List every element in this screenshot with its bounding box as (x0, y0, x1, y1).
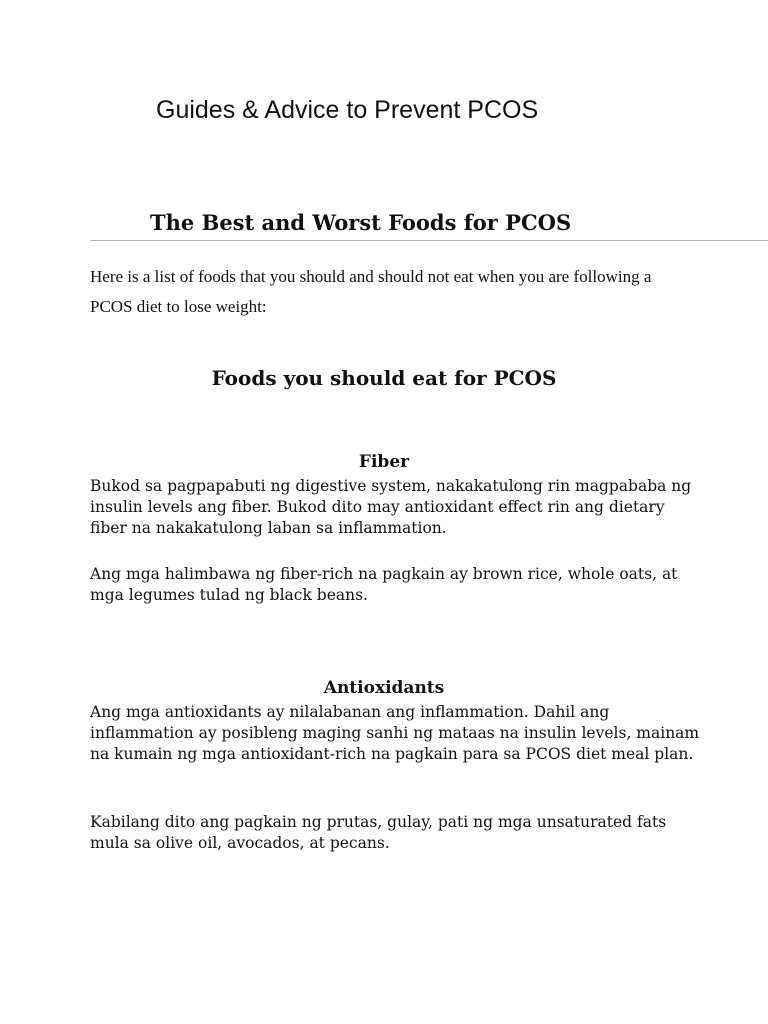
antioxidants-heading: Antioxidants (323, 678, 445, 698)
antioxidants-paragraph-1: Ang mga antioxidants ay nilalabanan ang inflammation. Dahil ang inflammation ay posibleng maging sanhi ng mataas na insulin levels, mainam na kumain ng mga antioxidant-rich na pagkain para sa PCOS diet meal plan. (90, 703, 700, 763)
fiber-heading: Fiber (358, 452, 410, 472)
fiber-paragraph-1: Bukod sa pagpapabuti ng digestive system, nakakatulong rin magpababa ng insulin levels ang fiber. Bukod dito may antioxidant effect rin ang dietary fiber na nakakatulong laban sa inflammation. (90, 477, 692, 537)
document-title: Guides & Advice to Prevent PCOS (156, 96, 539, 124)
fiber-paragraph-2: Ang mga halimbawa ng fiber-rich na pagkain ay brown rice, whole oats, at mga legumes tulad ng black beans. (90, 565, 678, 604)
intro-paragraph: Here is a list of foods that you should and should not eat when you are following a PCOS diet to lose weight: (90, 267, 652, 316)
antioxidants-paragraph-2: Kabilang dito ang pagkain ng prutas, gulay, pati ng mga unsaturated fats mula sa olive oil, avocados, at pecans. (90, 813, 667, 852)
section-heading-foods-to-eat: Foods you should eat for PCOS (211, 366, 557, 390)
main-heading: The Best and Worst Foods for PCOS (150, 210, 572, 235)
divider (90, 240, 768, 241)
